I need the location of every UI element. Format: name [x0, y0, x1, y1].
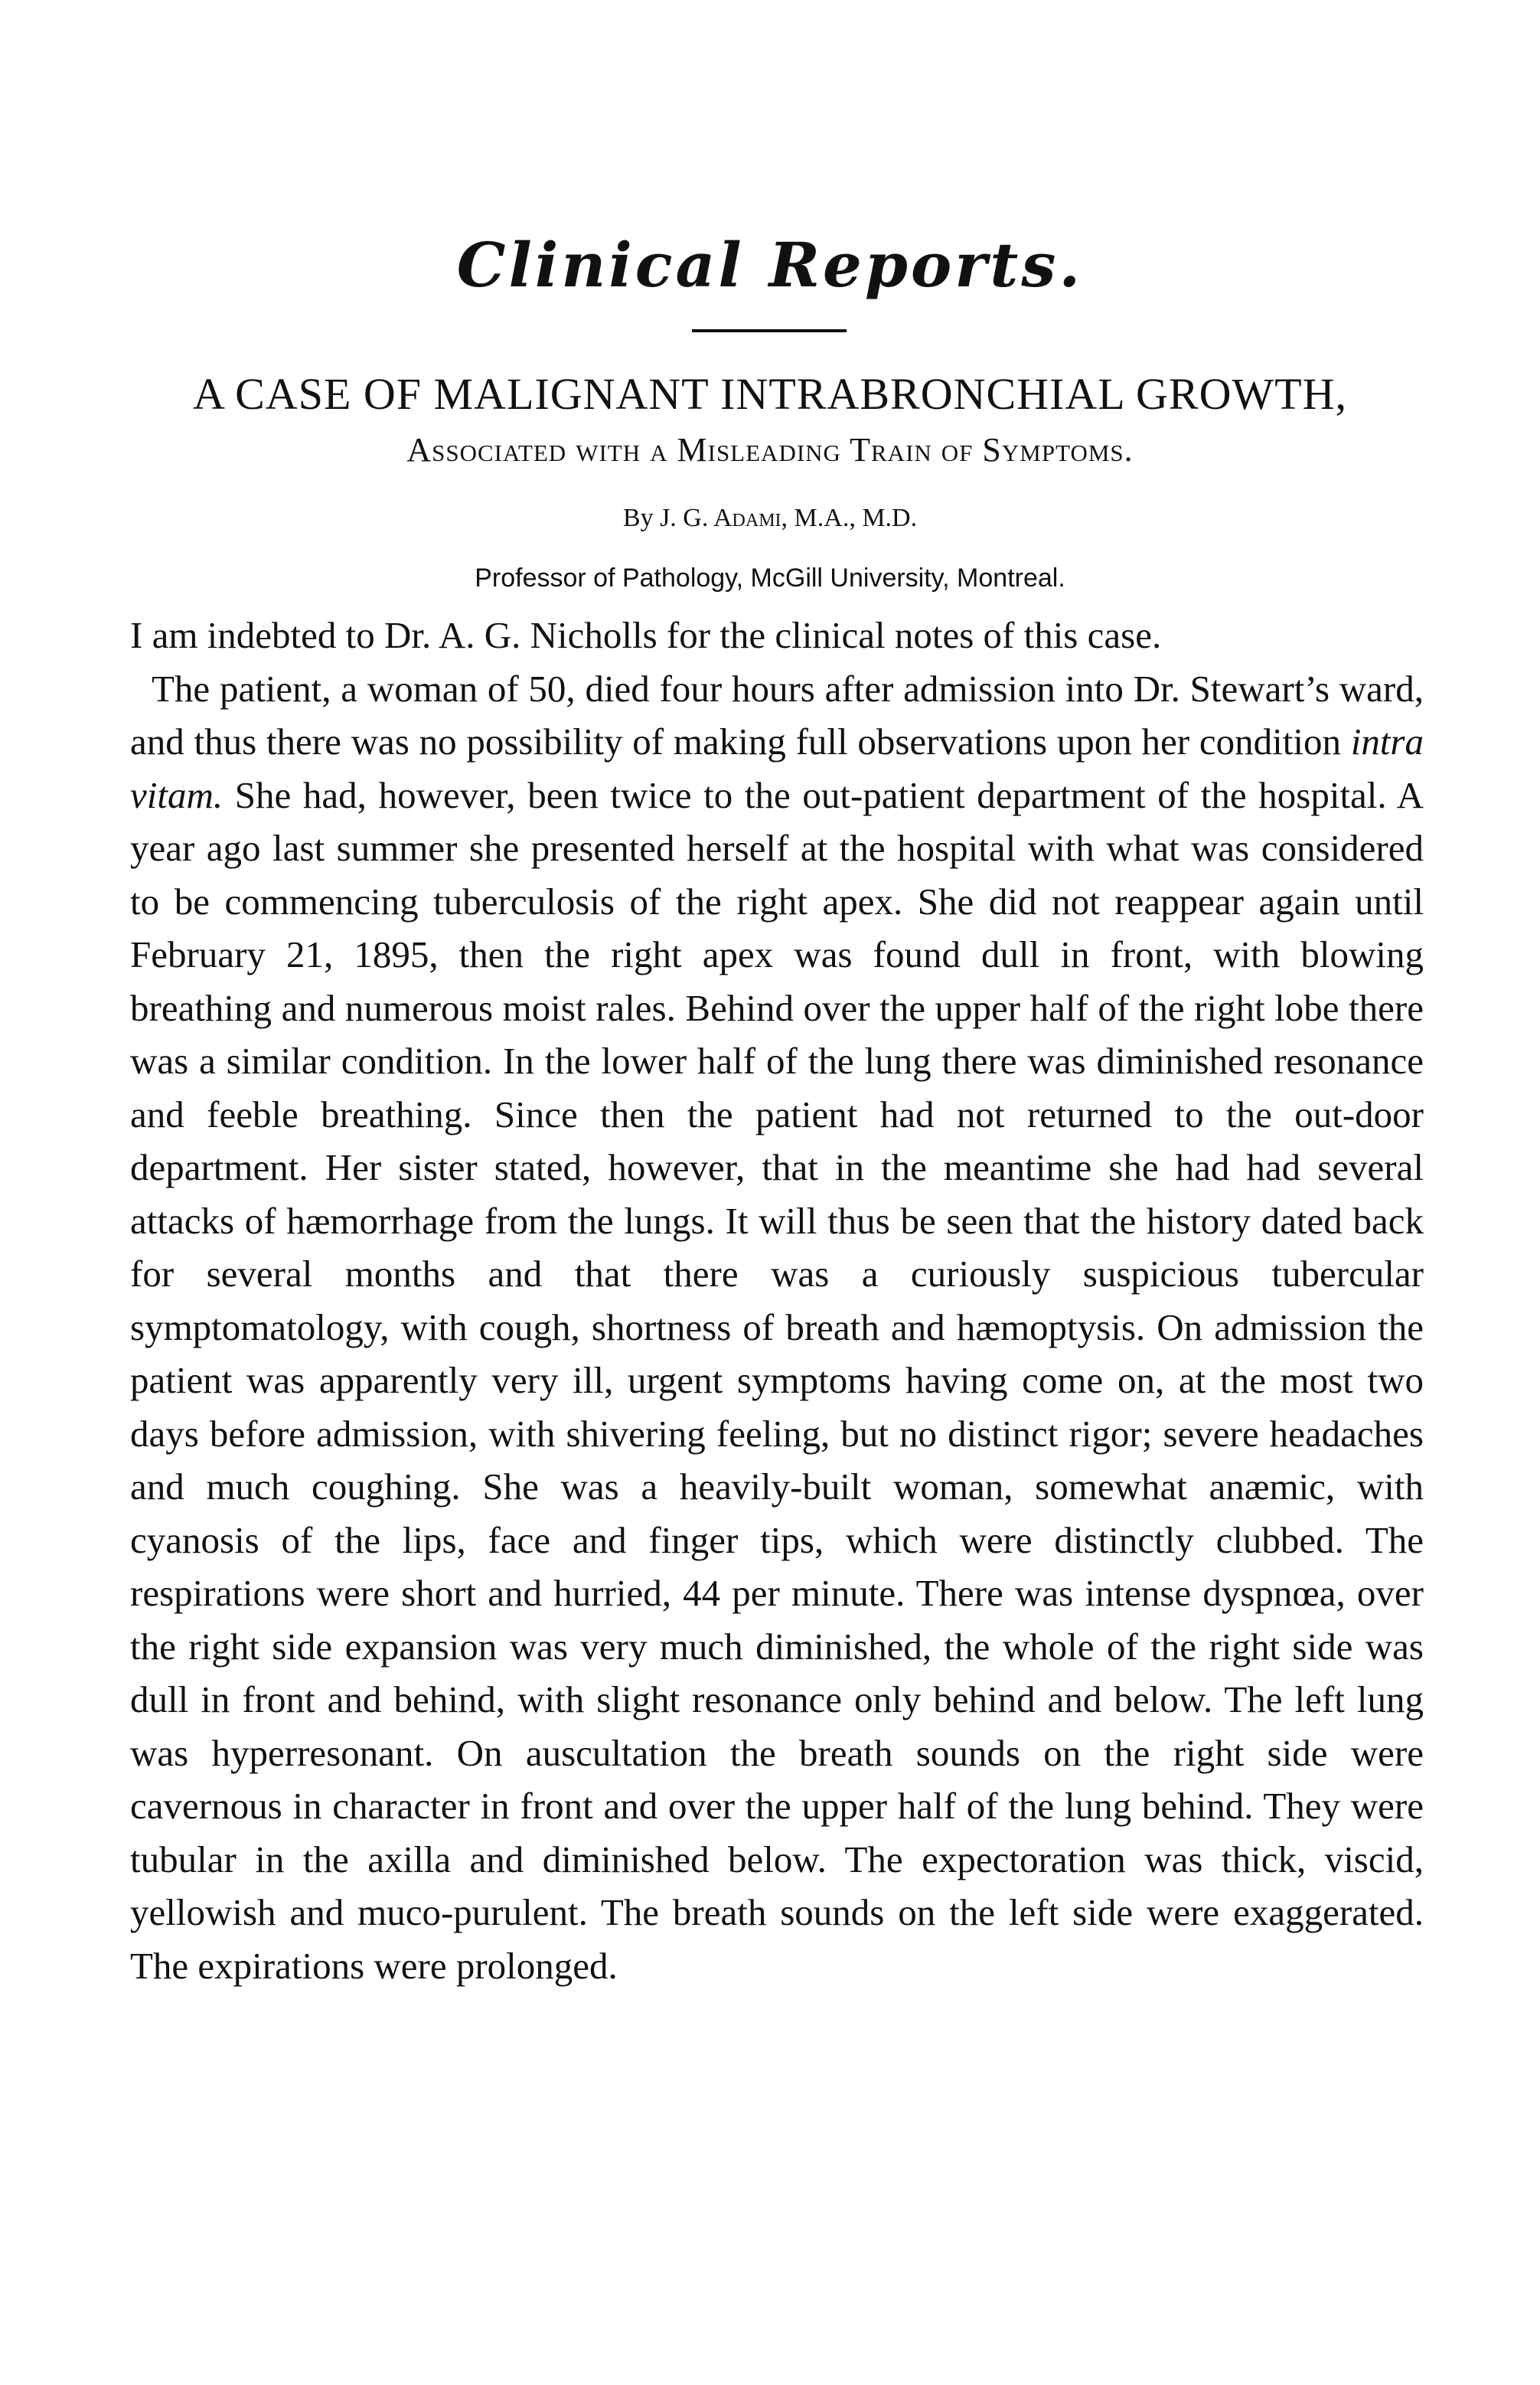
- article-subtitle: Associated with a Misleading Train of Symptoms.: [406, 431, 1134, 469]
- byline: [0, 501, 1540, 536]
- heading-divider: [692, 329, 847, 332]
- author-affiliation: Professor of Pathology, McGill University, Montreal.: [475, 564, 1065, 593]
- body-paragraph-1: I am indebted to Dr. A. G. Nicholls for the clinical notes of this case.: [130, 614, 1162, 656]
- body-paragraph-2-text-2: She had, however, been twice to the out-patient department of the hospital. A year ago last summer she presented herself at the hospital with what was considered to be commencing tuberculosis of the right apex. She did not reappear again until February 21, 1895, then the right apex was found dull in front, with blowing breathing and numerous moist rales. Behind over the upper half of the right lobe there was a similar condition. In the lower half of the lung there was diminished resonance and feeble breathing. Since then the patient had not returned to the out-door department. Her sister stated, however, that in the meantime she had had several attacks of hæmorrhage from the lungs. It will thus be seen that the history dated back for several months and that there was a curiously suspicious tubercular symptomatology, with cough, shortness of breath and hæmoptysis. On admission the patient was apparently very ill, urgent symptoms having come on, at the most two days before admission, with shivering feeling, but no distinct rigor; severe headaches and much coughing. She was a heavily-built woman, somewhat anæmic, with cyanosis of the lips, face and finger tips, which were distinctly clubbed. The respirations were short and hurried, 44 per minute. There was intense dyspnœa, over the right side expansion was very much diminished, the whole of the right side was dull in front and behind, with slight resonance only behind and below. The left lung was hyperresonant. On auscultation the breath sounds on the right side were cavernous in character in front and over the upper half of the lung behind. They were tubular in the axilla and diminished below. The expectoration was thick, viscid, yellowish and muco-purulent. The breath sounds on the left side were exaggerated. The expirations were prolonged.: [130, 773, 1424, 1987]
- article-body: [130, 609, 1424, 1992]
- body-paragraph-2-text-1: The patient, a woman of 50, died four hours after admission into Dr. Stewart’s ward, and thus there was no possibility of making full observations upon her condition: [130, 667, 1424, 763]
- body-paragraph-2: [130, 662, 1424, 1993]
- author-name: J. G. Adami, M.A., M.D.: [660, 504, 918, 532]
- section-heading: Clinical Reports.: [456, 229, 1084, 301]
- article-title: A CASE OF MALIGNANT INTRABRONCHIAL GROWTH,: [192, 369, 1348, 419]
- latin-term: intra vitam.: [130, 720, 1424, 816]
- byline-prefix: By: [622, 504, 654, 532]
